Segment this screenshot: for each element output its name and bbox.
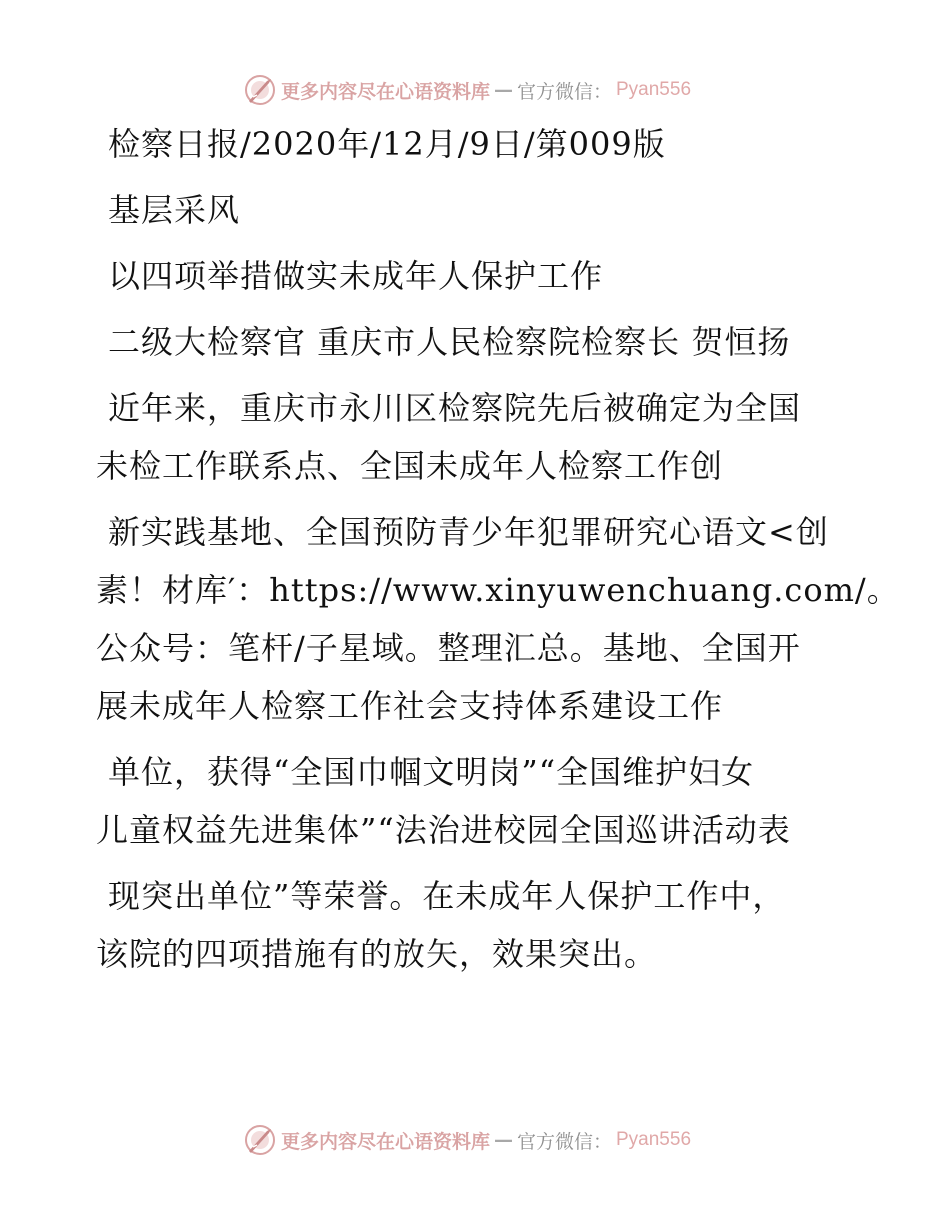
watermark-separator: — (493, 79, 513, 101)
text-line: 单位，获得“全国巾帼文明岗”“全国维护妇女 (108, 753, 755, 791)
text-line: 二级大检察官 重庆市人民检察院检察长 贺恒扬 (108, 323, 791, 361)
watermark-label: 官方微信： (516, 80, 612, 103)
watermark-wechat-id: Pyan556 (616, 1129, 692, 1150)
text-line: 展未成年人检察工作社会支持体系建设工作 (96, 687, 724, 725)
text-line: 现突出单位”等荣誉。在未成年人保护工作中， (108, 877, 786, 915)
watermark-label: 官方微信： (516, 1130, 612, 1153)
quill-logo-icon (243, 1123, 277, 1157)
header-watermark (0, 70, 950, 110)
watermark-site-text: 更多内容尽在心语资料库 (280, 80, 490, 103)
text-line: 公众号：笔杆/子星域。整理汇总。基地、全国开 (96, 629, 801, 667)
text-line: 近年来，重庆市永川区检察院先后被确定为全国 (108, 389, 802, 427)
quill-logo-icon (243, 73, 277, 107)
text-line: 未检工作联系点、全国未成年人检察工作创 (96, 447, 724, 485)
watermark-separator: — (493, 1129, 513, 1151)
text-line: 该院的四项措施有的放矢，效果突出。 (96, 935, 658, 973)
text-line: 素！材库′：https://www.xinyuwenchuang.com/。 (96, 571, 900, 609)
watermark-site-text: 更多内容尽在心语资料库 (280, 1130, 490, 1153)
text-line: 儿童权益先进集体”“法治进校园全国巡讲活动表 (96, 811, 791, 849)
document-body (96, 122, 900, 976)
text-line: 以四项举措做实未成年人保护工作 (108, 257, 604, 295)
text-line: 检察日报/2020年/12月/9日/第009版 (108, 125, 666, 163)
text-line: 新实践基地、全国预防青少年犯罪研究心语文<创 (108, 513, 829, 551)
watermark-wechat-id: Pyan556 (616, 79, 692, 100)
text-line: 基层采风 (108, 191, 241, 229)
footer-watermark (0, 1120, 950, 1160)
